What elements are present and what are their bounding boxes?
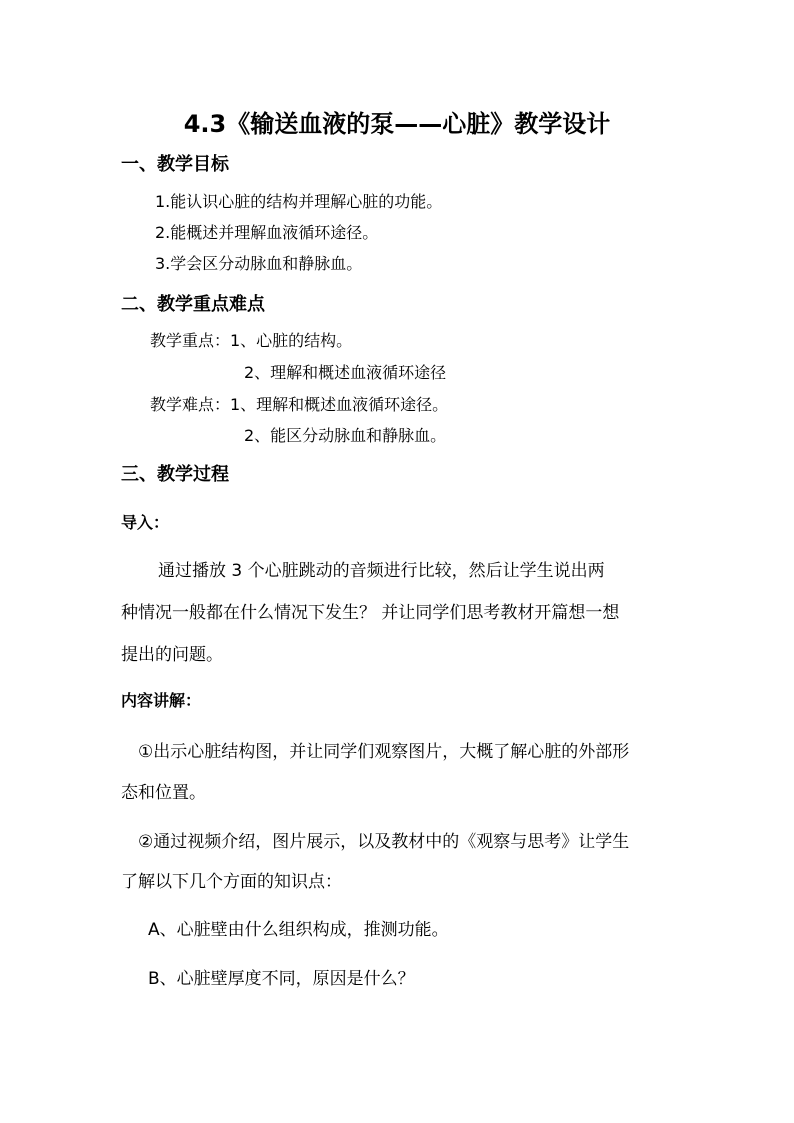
key-point-line: 2、能区分动脉血和静脉血。 <box>244 426 447 445</box>
content-list-item: A、心脏壁由什么组织构成，推测功能。 <box>148 920 449 940</box>
content-list-item: B、心脏壁厚度不同，原因是什么？ <box>148 969 415 989</box>
content-paragraph-line: 了解以下几个方面的知识点： <box>121 872 342 892</box>
document-title: 4.3《输送血液的泵——心脏》教学设计 <box>183 110 611 138</box>
goal-item: 3.学会区分动脉血和静脉血。 <box>155 254 363 273</box>
content-paragraph-line: 态和位置。 <box>121 783 206 803</box>
goal-item: 1.能认识心脏的结构并理解心脏的功能。 <box>155 192 443 211</box>
key-point-line: 教学重点：1、心脏的结构。 <box>150 331 353 350</box>
intro-paragraph-line: 种情况一般都在什么情况下发生？ 并让同学们思考教材开篇想一想 <box>121 603 620 623</box>
section-heading-goals: 一、教学目标 <box>121 154 229 175</box>
section-heading-process: 三、教学过程 <box>121 464 229 485</box>
intro-paragraph-line: 通过播放 3 个心脏跳动的音频进行比较，然后让学生说出两 <box>158 561 605 581</box>
key-point-line: 教学难点：1、理解和概述血液循环途径。 <box>150 395 449 414</box>
key-point-line: 2、理解和概述血液循环途径 <box>244 363 447 382</box>
intro-paragraph-line: 提出的问题。 <box>121 645 223 665</box>
intro-label: 导入： <box>121 513 170 532</box>
content-paragraph-line: ②通过视频介绍，图片展示，以及教材中的《观察与思考》让学生 <box>138 832 630 852</box>
section-heading-key-points: 二、教学重点难点 <box>121 294 265 315</box>
goal-item: 2.能概述并理解血液循环途径。 <box>155 223 379 242</box>
content-label: 内容讲解： <box>121 691 202 710</box>
content-paragraph-line: ①出示心脏结构图，并让同学们观察图片，大概了解心脏的外部形 <box>138 742 630 762</box>
